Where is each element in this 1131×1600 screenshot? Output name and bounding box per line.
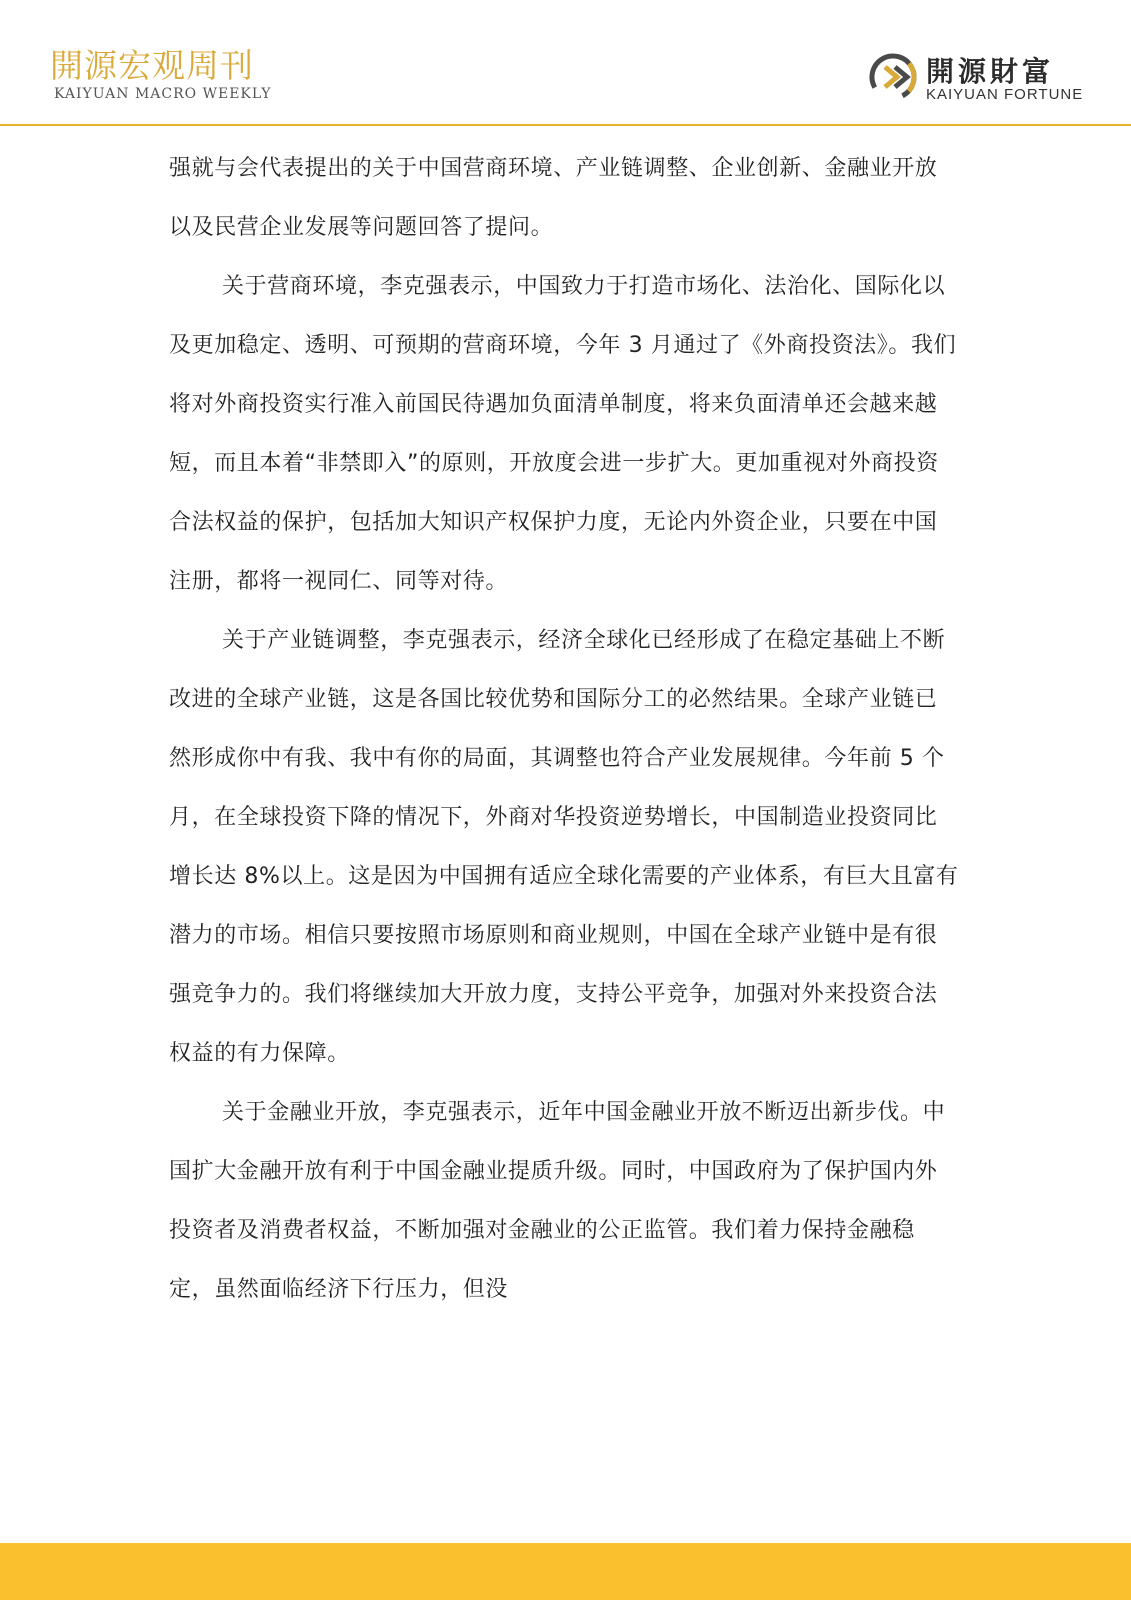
kaiyuan-logo-icon [868, 52, 918, 102]
paragraph-financial-opening: 关于金融业开放，李克强表示，近年中国金融业开放不断迈出新步伐。中国扩大金融开放有利于中国金融业提质升级。同时，中国政府为了保护国内外投资者及消费者权益，不断加强对金融业的公正监管。我们着力保持金融稳定，虽然面临经济下行压力，但没 [169, 1100, 946, 1302]
company-logo [868, 52, 1088, 112]
article-body [169, 139, 959, 1319]
publication-title: 開源宏观周刊 [50, 46, 254, 85]
header-divider [0, 124, 1131, 126]
logo-text-en: KAIYUAN FORTUNE [926, 86, 1084, 103]
logo-text-cn: 開源財富 [926, 55, 1055, 88]
publication-subtitle: KAIYUAN MACRO WEEKLY [54, 86, 272, 102]
paragraph-industrial-chain: 关于产业链调整，李克强表示，经济全球化已经形成了在稳定基础上不断改进的全球产业链，这是各国比较优势和国际分工的必然结果。全球产业链已然形成你中有我、我中有你的局面，其调整也符合产业发展规律。今年前 5 个月，在全球投资下降的情况下，外商对华投资逆势增长，中国制造业投资同比增长达 8%以上。这是因为中国拥有适应全球化需要的产业体系，有巨大且富有潜力的市场。相信只要按照市场原则和商业规则，中国在全球产业链中是有很强竞争力的。我们将继续加大开放力度，支持公平竞争，加强对外来投资合法权益的有力保障。 [169, 628, 959, 1066]
page-header [0, 0, 1131, 126]
footer-bar [0, 1543, 1131, 1600]
paragraph-business-environment: 关于营商环境，李克强表示，中国致力于打造市场化、法治化、国际化以及更加稳定、透明、可预期的营商环境，今年 3 月通过了《外商投资法》。我们将对外商投资实行准入前国民待遇加负面清单制度，将来负面清单还会越来越短，而且本着“非禁即入”的原则，开放度会进一步扩大。更加重视对外商投资合法权益的保护，包括加大知识产权保护力度，无论内外资企业，只要在中国注册，都将一视同仁、同等对待。 [169, 274, 957, 594]
paragraph-continuation: 强就与会代表提出的关于中国营商环境、产业链调整、企业创新、金融业开放以及民营企业发展等问题回答了提问。 [169, 156, 938, 240]
